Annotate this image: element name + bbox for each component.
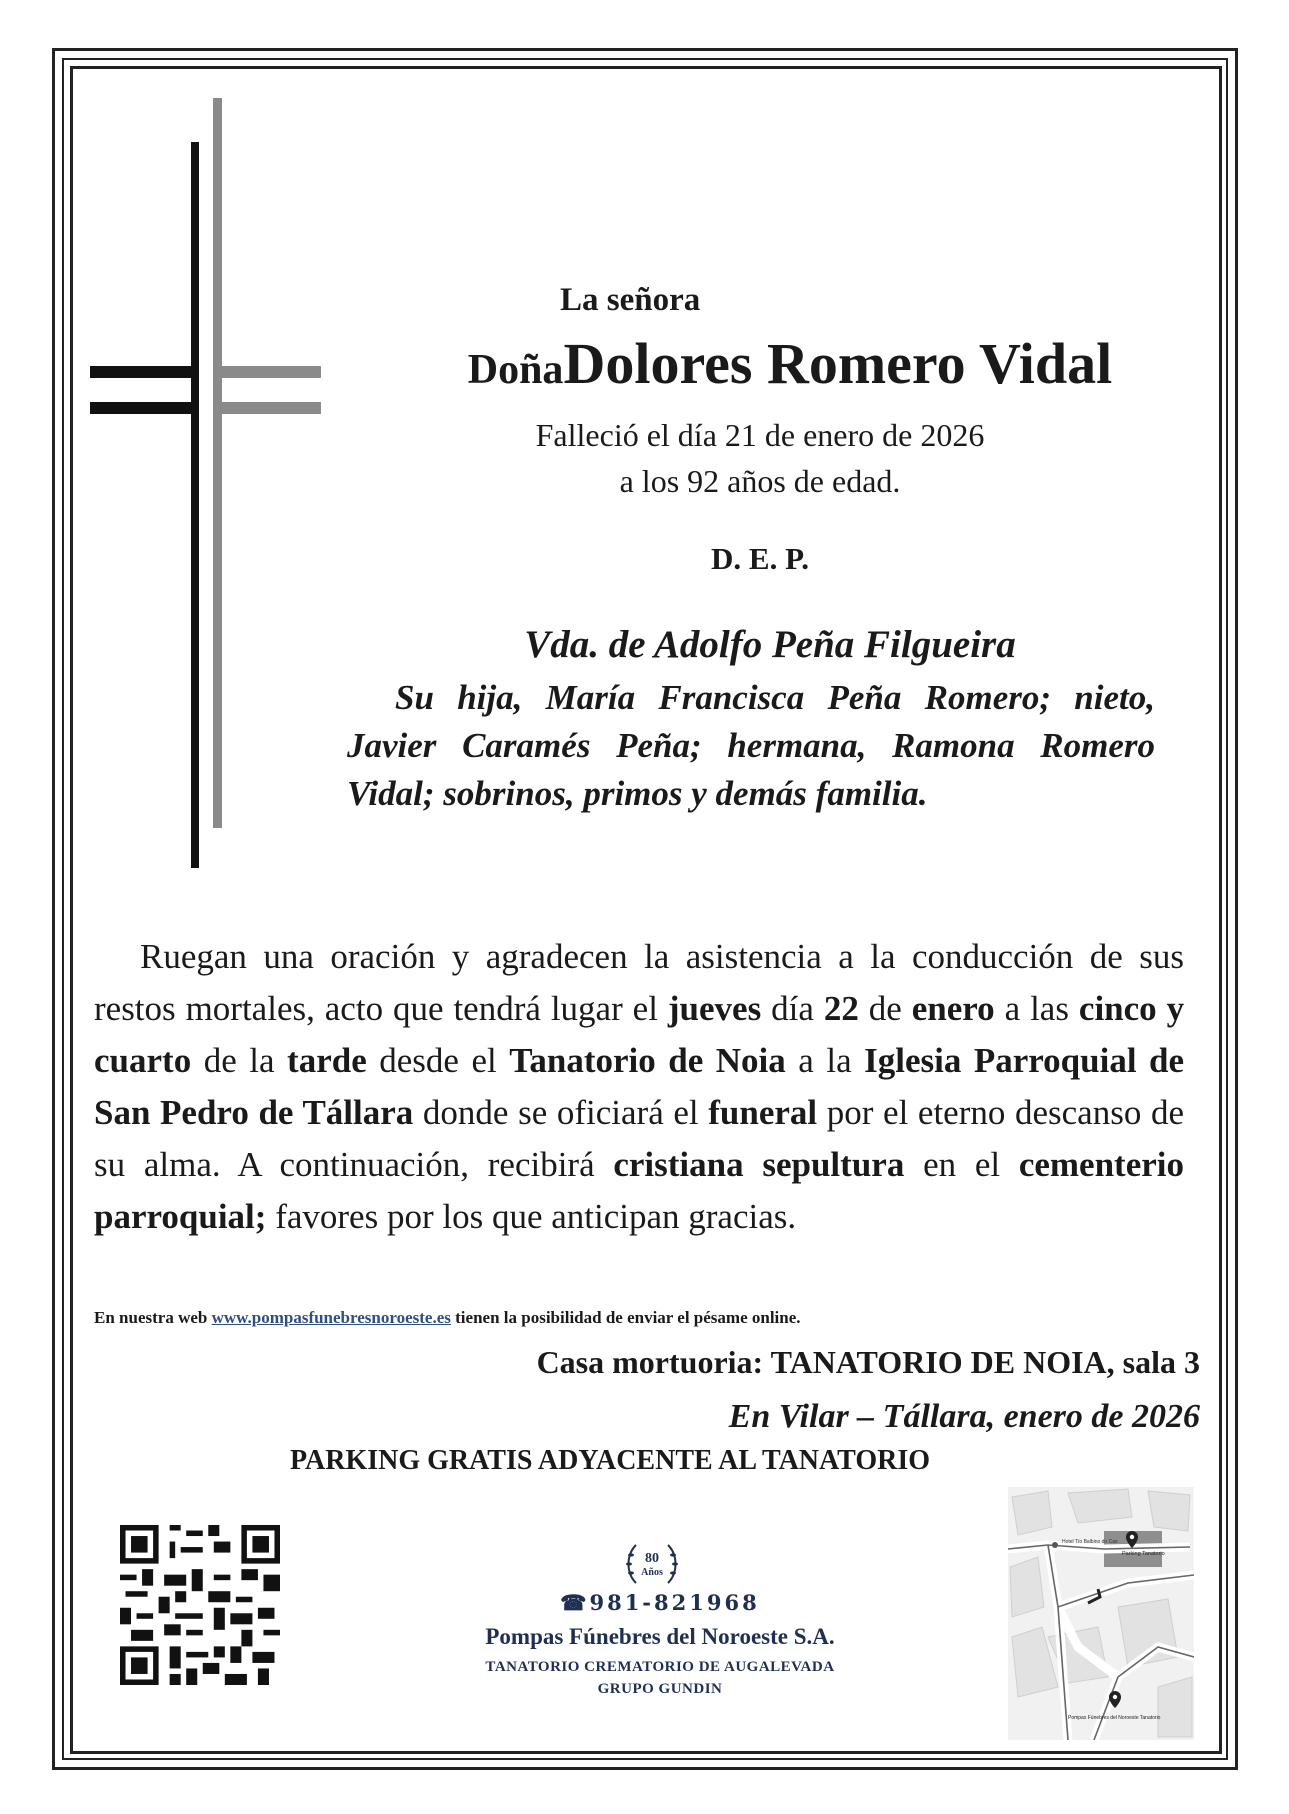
qr-code-icon[interactable] xyxy=(120,1525,280,1685)
badge-number: 80 xyxy=(645,1551,659,1566)
casa-mortuoria: Casa mortuoria: TANATORIO DE NOIA, sala 3 xyxy=(536,1344,1200,1380)
honorific: Doña xyxy=(467,347,564,393)
body-text: favores por los que anticipan gracias. xyxy=(275,1197,797,1236)
body-text: de la xyxy=(203,1041,275,1080)
body-daytime: tarde xyxy=(287,1041,367,1080)
deceased-name: Dolores Romero Vidal xyxy=(563,331,1113,396)
web-note-after: tienen la posibilidad de enviar el pésame online. xyxy=(455,1308,801,1327)
website-link[interactable]: www.pompasfunebresnoroeste.es xyxy=(211,1308,451,1327)
cross-black-vertical xyxy=(191,142,199,868)
cross-black-arm-top xyxy=(90,366,193,378)
body-cemetery: cementerio parroquial; xyxy=(94,1145,1185,1236)
phone-icon: ☎ xyxy=(560,1590,590,1615)
company-group: GRUPO GUNDIN xyxy=(597,1681,723,1697)
body-text: desde el xyxy=(379,1041,497,1080)
body-month: enero xyxy=(911,989,995,1028)
badge-word: Años xyxy=(641,1567,663,1578)
family-members: Su hija, María Francisca Peña Romero; nieto, Javier Caramés Peña; hermana, Ramona Romero Vidal; sobrinos, primos y demás familia. xyxy=(347,678,1155,813)
body-text: de xyxy=(868,989,902,1028)
body-origin: Tanatorio de Noia xyxy=(509,1041,786,1080)
body-day: jueves xyxy=(667,989,762,1028)
body-burial: cristiana sepultura xyxy=(613,1145,905,1184)
web-note-before: En nuestra web xyxy=(94,1308,208,1327)
title-prefix: La señora xyxy=(560,282,701,318)
body-text: a las xyxy=(1004,989,1069,1028)
body-text: a la xyxy=(798,1041,852,1080)
cross-grey-arm-bottom xyxy=(220,402,321,414)
rip: D. E. P. xyxy=(711,541,809,576)
age: a los 92 años de edad. xyxy=(619,463,901,499)
company-subtitle: TANATORIO CREMATORIO DE AUGALEVADA xyxy=(485,1659,835,1675)
web-note xyxy=(94,1308,1214,1328)
map-label-hotel: Hotel Tío Balbino do Cas xyxy=(1062,1539,1118,1545)
map-label-parking: Parking Tanatorio xyxy=(1122,1551,1165,1557)
death-date: Falleció el día 21 de enero de 2026 xyxy=(535,417,985,453)
map-label-company: Pompas Fúnebres del Noroeste Tanatorio xyxy=(1068,1715,1161,1721)
location-map[interactable] xyxy=(1008,1487,1194,1740)
body-church: Iglesia Parroquial de San Pedro de Tállara xyxy=(94,1041,1185,1132)
phone-line xyxy=(540,1590,780,1615)
cross-grey-vertical xyxy=(213,98,222,828)
ceremony-text xyxy=(94,931,1184,1243)
body-time: cinco y cuarto xyxy=(94,989,1185,1080)
deceased-name-line xyxy=(360,330,1220,397)
body-funeral: funeral xyxy=(708,1093,818,1132)
company-name: Pompas Fúnebres del Noroeste S.A. xyxy=(485,1624,835,1649)
place-date: En Vilar – Tállara, enero de 2026 xyxy=(728,1398,1200,1435)
body-text: día xyxy=(771,989,814,1028)
body-text: en el xyxy=(923,1145,1001,1184)
phone-number[interactable]: 981-821968 xyxy=(589,1590,760,1615)
death-info xyxy=(440,412,1080,504)
anniversary-badge-icon xyxy=(622,1535,682,1595)
map-hotel-icon xyxy=(1052,1542,1058,1548)
body-text: donde se oficiará el xyxy=(422,1093,699,1132)
body-date-number: 22 xyxy=(823,989,859,1028)
body-text: por el eterno descanso de su alma. A continuación, recibirá xyxy=(94,1093,1184,1184)
parking-note: PARKING GRATIS ADYACENTE AL TANATORIO xyxy=(290,1445,930,1476)
cross-grey-arm-top xyxy=(220,366,321,378)
widow-of: Vda. de Adolfo Peña Filgueira xyxy=(524,623,1016,666)
body-text: Ruegan una oración y agradecen la asistencia a la conducción de sus restos mortales, acto que tendrá lugar el xyxy=(94,937,1184,1028)
cross-black-arm-bottom xyxy=(90,402,193,414)
